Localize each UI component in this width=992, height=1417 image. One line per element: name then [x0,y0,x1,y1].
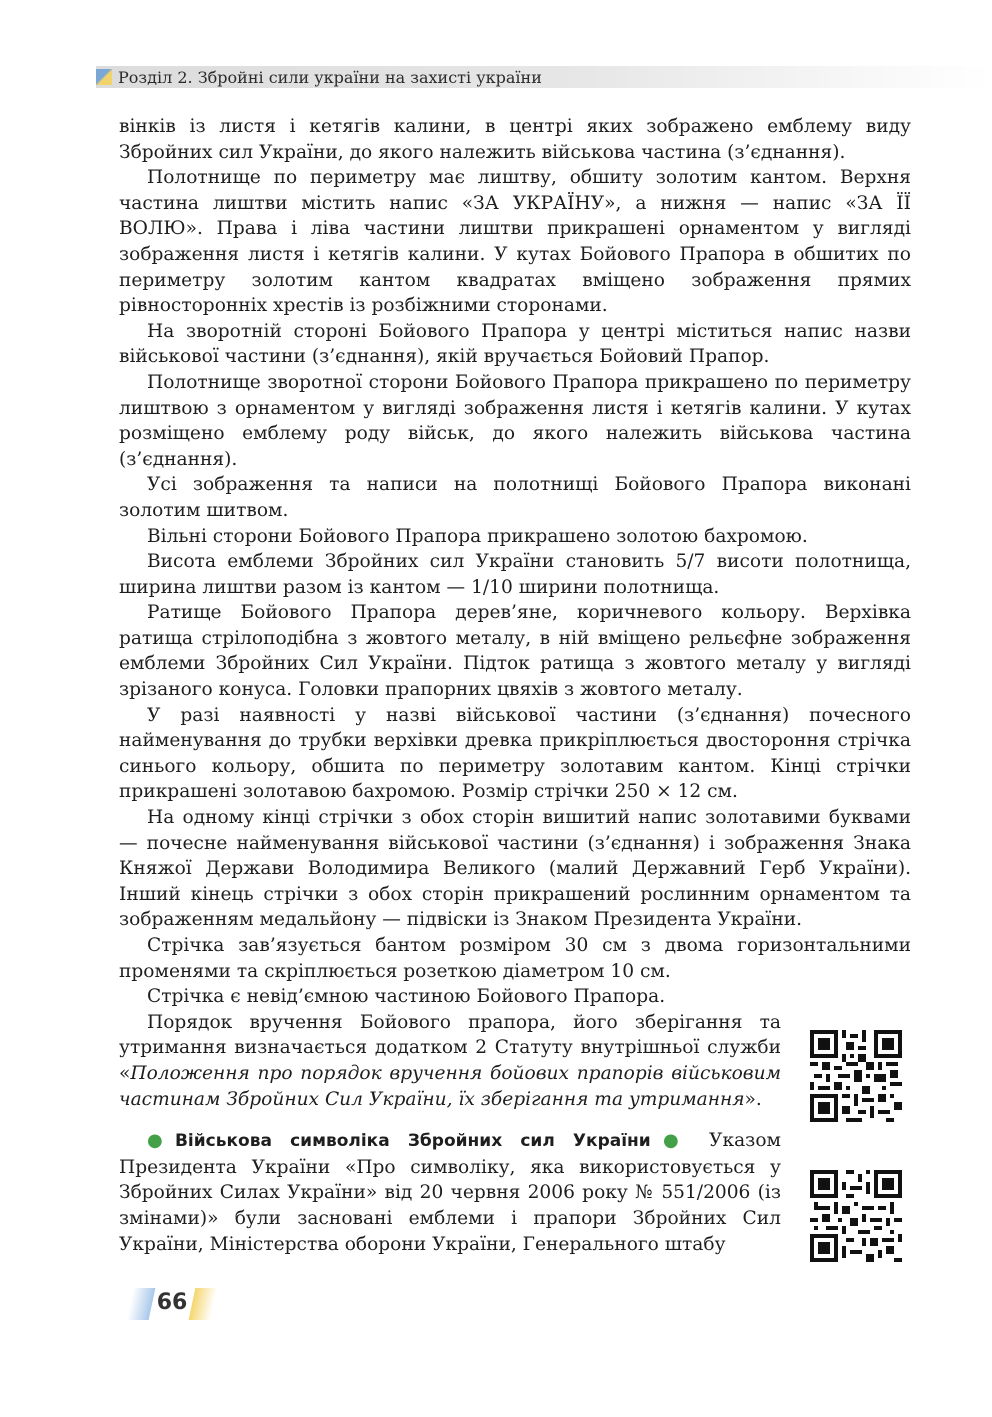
bullet-dot-icon: ● [147,1130,175,1152]
section-body: Указом Президента України «Про символіку, яка використовується у Збройних Силах України» від 20 червня 2006 року № 551/2006 (із змінами)» були засновані емблеми і прапори Збройних Сил України, Міністерства оборони України, Генерального штабу [119,1130,781,1255]
page-number-badge [130,1286,214,1322]
section-title: Військова символіка Збройних сил України [174,1131,651,1152]
paragraph: Стрічка є невід’ємною частиною Бойового Прапора. [147,986,666,1008]
qr-code-icon[interactable] [810,1170,902,1262]
paragraph: вінків із листя і кетягів калини, в центрі яких зображено емблему виду Збройних сил України, до якого належить військова частина (з’єднання). [119,116,911,163]
paragraph: На зворотній стороні Бойового Прапора у центрі міститься напис назви військової частини (з’єднання), якій вручається Бойовий Прапор. [119,320,911,368]
statute-text: Порядок вручення Бойового прапора, його зберігання та утримання визначається додатком 2 Статуту внутрішньої служби « [119,1011,781,1084]
paragraph: На одному кінці стрічки з обох сторін вишитий напис золотавими буквами — почесне найменування військової частини (з’єднання) і зображення Знака Княжої Держави Володимира Великого (малий Державний Герб України). Інший кінець стрічки з обох сторін прикрашений рослинним орнаментом та зображенням медальйону — підвіски із Знаком Президента України. [119,807,911,931]
header-title: Розділ 2. Збройні сили україни на захисті україни [118,68,542,87]
statute-paragraph [119,1010,781,1112]
page-header [96,66,992,88]
paragraph: Стрічка зав’язується бантом розміром 30 см з двома горизонтальними променями та скріплюється розеткою діаметром 10 см. [119,935,911,982]
paragraph: У разі наявності у назві військової частини (з’єднання) почесного найменування до трубки верхівки древка прикріплюється двостороння стрічка синього кольору, обшита по периметру золотавим кантом. Кінці стрічки прикрашені золотавою бахромою. Розмір стрічки 250 × 12 см. [119,704,911,803]
paragraph: Висота емблеми Збройних сил України становить 5/7 висоти полотнища, ширина лиштви разом із кантом — 1/10 ширини полотнища. [119,551,911,598]
paragraph: Полотнище зворотної сторони Бойового Прапора прикрашено по периметру лиштвою з орнаментом у вигляді зображення листя і кетягів калини. У кутах розміщено емблему роду військ, до якого належить військова частина (з’єднання). [119,371,911,470]
main-text [119,114,911,1257]
page-number-decor [189,1288,218,1320]
page-number: 66 [156,1290,188,1315]
paragraph: Усі зображення та написи на полотнищі Бойового Прапора виконані золотим шитвом. [119,474,911,521]
header-marker-icon [96,69,112,85]
qr-code-icon[interactable] [810,1030,902,1122]
paragraph: Ратище Бойового Прапора дерев’яне, коричневого кольору. Верхівка ратища стрілоподібна з жовтого металу, в ній вміщено рельєфне зображення емблеми Збройних Сил України. Підток ратища з жовтого металу у вигляді зрізаного конуса. Головки прапорних цвяхів з жовтого металу. [119,602,911,701]
paragraph: Полотнище по периметру має лиштву, обшиту золотим кантом. Верхня частина лиштви містить напис «ЗА УКРАЇНУ», а нижня — напис «ЗА ЇЇ ВОЛЮ». Права і ліва частини лиштви прикрашені орнаментом у вигляді зображення листя і кетягів калини. У кутах Бойового Прапора в обшитих по периметру золотим кантом квадратах вміщено зображення прямих рівносторонніх хрестів із розбіжними сторонами. [119,167,911,317]
statute-title-italic: Положення про порядок вручення бойових прапорів військовим частинам Збройних Сил України, їх зберігання та утримання [119,1062,781,1110]
bullet-dot-icon: ● [650,1130,691,1152]
section-paragraph [119,1128,781,1257]
statute-text-end: ». [744,1088,762,1110]
paragraph: Вільні сторони Бойового Прапора прикрашено золотою бахромою. [147,525,808,547]
